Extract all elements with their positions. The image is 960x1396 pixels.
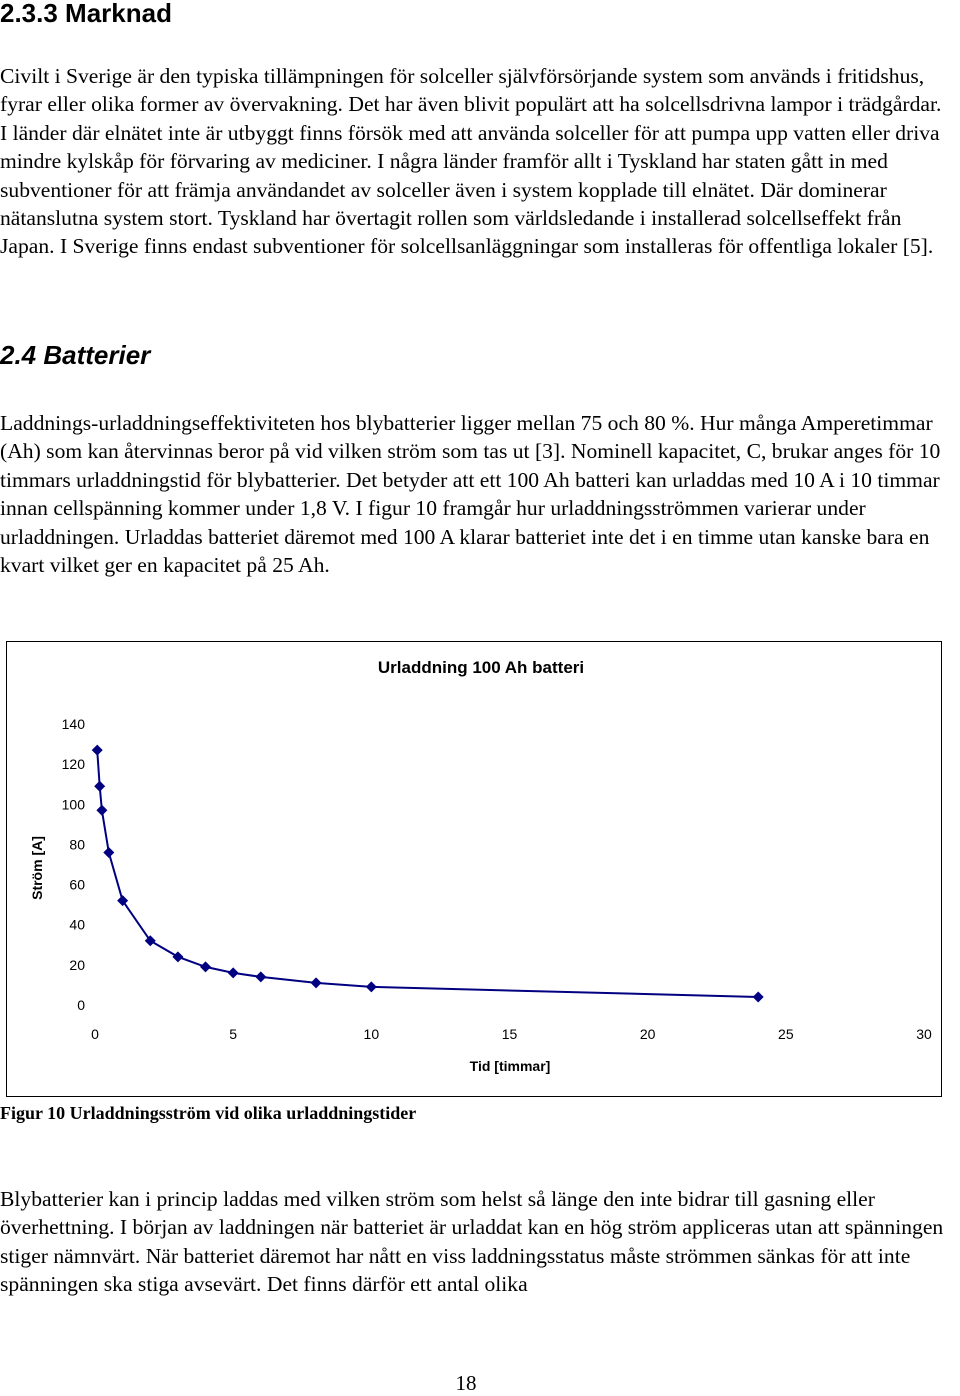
y-tick-label: 140 — [61, 716, 85, 732]
paragraph-laddning: Blybatterier kan i princip laddas med vilken ström som helst så länge den inte bidrar till gasning eller överhettning. I början av laddningen när batteriet är urladdat kan en hög ström appliceras utan att spänningen stiger nämnvärt. När batteriet däremot har nått en viss laddningsstatus måste strömmen sänkas för att inte spänningen ska stiga avsevärt. Det finns därför ett antal olika — [0, 1187, 944, 1297]
section-heading-2-3-3: 2.3.3 Marknad — [0, 0, 172, 28]
section-heading-2-4: 2.4 Batterier — [0, 340, 151, 370]
y-tick-label: 100 — [61, 796, 85, 813]
chart-frame — [7, 642, 942, 1097]
x-tick-label: 10 — [363, 1026, 380, 1042]
discharge-chart — [6, 641, 942, 1097]
paragraph-marknad: Civilt i Sverige är den typiska tillämpningen för solceller självförsörjande system som används i fritidshus, fyrar eller olika former av övervakning. Det har även blivit populärt att ha solcellsdrivna lampor i trädgårdar. I länder där elnätet inte är utbyggt finns försök med att använda solceller för att pumpa upp vatten eller driva mindre kylskåp för förvaring av mediciner. I några länder framför allt i Tyskland har staten gått in med subventioner för att främja användandet av solceller även i system kopplade till elnätet. Där dominerar nätanslutna system stort. Tyskland har övertagit rollen som världsledande i installerad solcellseffekt från Japan. I Sverige finns endast subventioner för solcellsanläggningar som installeras för offentliga lokaler [5]. — [0, 64, 942, 259]
x-tick-label: 20 — [639, 1026, 656, 1042]
y-tick-label: 80 — [69, 836, 85, 853]
y-tick-label: 20 — [69, 956, 85, 973]
page-number: 18 — [455, 1371, 477, 1395]
x-tick-label: 0 — [91, 1026, 99, 1042]
x-tick-label: 15 — [501, 1026, 518, 1042]
figure-caption: Figur 10 Urladdningsström vid olika urladdningstider — [0, 1103, 417, 1123]
y-axis-label: Ström [A] — [29, 836, 45, 900]
x-axis-label: Tid [timmar] — [469, 1058, 551, 1074]
y-tick-label: 120 — [61, 756, 85, 773]
y-tick-label: 0 — [77, 997, 85, 1013]
y-tick-label: 60 — [69, 876, 85, 893]
x-tick-label: 30 — [916, 1026, 932, 1042]
y-tick-label: 40 — [69, 916, 85, 933]
chart-title: Urladdning 100 Ah batteri — [377, 658, 585, 677]
x-tick-label: 25 — [778, 1026, 794, 1042]
x-tick-label: 5 — [229, 1026, 238, 1042]
paragraph-batterier: Laddnings-urladdningseffektiviteten hos blybatterier ligger mellan 75 och 80 %. Hur många Amperetimmar (Ah) som kan återvinnas beror på vid vilken ström som tas ut [3]. Nominell kapacitet, C, brukar anges för 10 timmars urladdningstid för blybatterier. Det betyder att ett 100 Ah batteri kan urladdas med 10 A i 10 timmar innan cellspänning kommer under 1,8 V. I figur 10 framgår hur urladdningsströmmen varierar under urladdningen. Urladdas batteriet däremot med 100 A klarar batteriet inte det i en timme utan kanske bara en kvart vilket ger en kapacitet på 25 Ah. — [0, 411, 941, 578]
